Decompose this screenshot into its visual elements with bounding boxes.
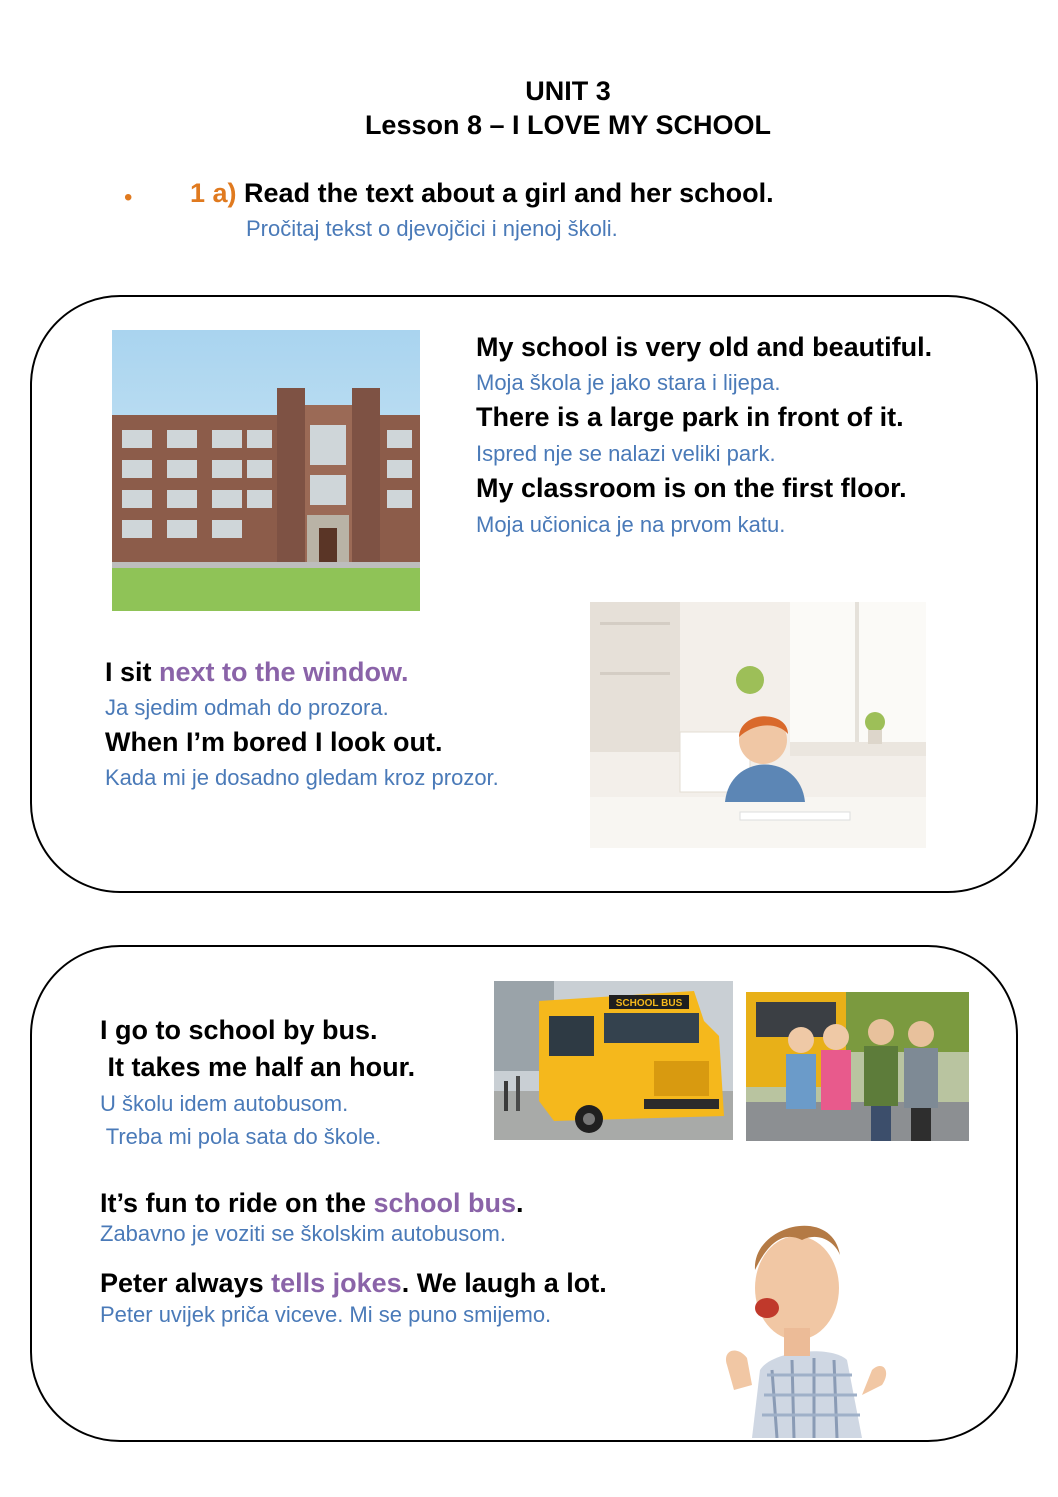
line-park-en: There is a large park in front of it. <box>476 402 904 432</box>
school-building-photo <box>112 330 420 611</box>
line-classroom-hr: Moja učionica je na prvom katu. <box>476 512 786 537</box>
line-bus-en-2: It takes me half an hour. <box>100 1052 416 1082</box>
line-window-hr: Ja sjedim odmah do prozora. <box>105 695 389 720</box>
task-instruction: Read the text about a girl and her school. <box>244 178 774 208</box>
line-park-hr: Ispred nje se nalazi veliki park. <box>476 441 776 466</box>
line-window-en <box>105 657 409 688</box>
task-translation: Pročitaj tekst o djevojčici i njenoj školi. <box>246 216 618 241</box>
line-bored-en: When I’m bored I look out. <box>105 727 443 757</box>
line-bus-en-1: I go to school by bus. <box>100 1015 378 1045</box>
line-jokes-en <box>100 1268 607 1299</box>
task-bullet: • <box>124 184 133 211</box>
jokes-end: . We laugh a lot. <box>401 1268 607 1298</box>
laughing-boy-photo <box>722 1210 894 1438</box>
line-classroom-en: My classroom is on the first floor. <box>476 473 907 503</box>
line-fun-hr: Zabavno je voziti se školskim autobusom. <box>100 1221 506 1246</box>
boy-at-desk-photo <box>590 602 926 848</box>
lesson-title: Lesson 8 – I LOVE MY SCHOOL <box>364 110 772 140</box>
fun-end: . <box>516 1188 524 1218</box>
window-text: I sit <box>105 657 160 687</box>
task-instruction-line <box>190 178 774 209</box>
school-bus-photo <box>494 981 733 1140</box>
line-school-en: My school is very old and beautiful. <box>476 332 933 362</box>
line-bus-hr-1: U školu idem autobusom. <box>100 1091 349 1116</box>
window-highlight: next to the window. <box>159 657 409 687</box>
kids-photo <box>746 992 969 1141</box>
fun-highlight: school bus <box>373 1188 516 1218</box>
task-number: 1 a) <box>190 178 237 208</box>
line-jokes-hr: Peter uvijek priča viceve. Mi se puno smijemo. <box>100 1302 552 1327</box>
line-school-hr: Moja škola je jako stara i lijepa. <box>476 370 781 395</box>
bus-sign-text: SCHOOL BUS <box>615 998 683 1009</box>
fun-text: It’s fun to ride on the <box>100 1188 374 1218</box>
jokes-text: Peter always <box>100 1268 272 1298</box>
line-bored-hr: Kada mi je dosadno gledam kroz prozor. <box>105 765 499 790</box>
line-bus-hr-2: Treba mi pola sata do škole. <box>100 1124 382 1149</box>
line-fun-en <box>100 1188 524 1219</box>
jokes-highlight: tells jokes <box>271 1268 402 1298</box>
unit-title: UNIT 3 <box>525 76 611 106</box>
